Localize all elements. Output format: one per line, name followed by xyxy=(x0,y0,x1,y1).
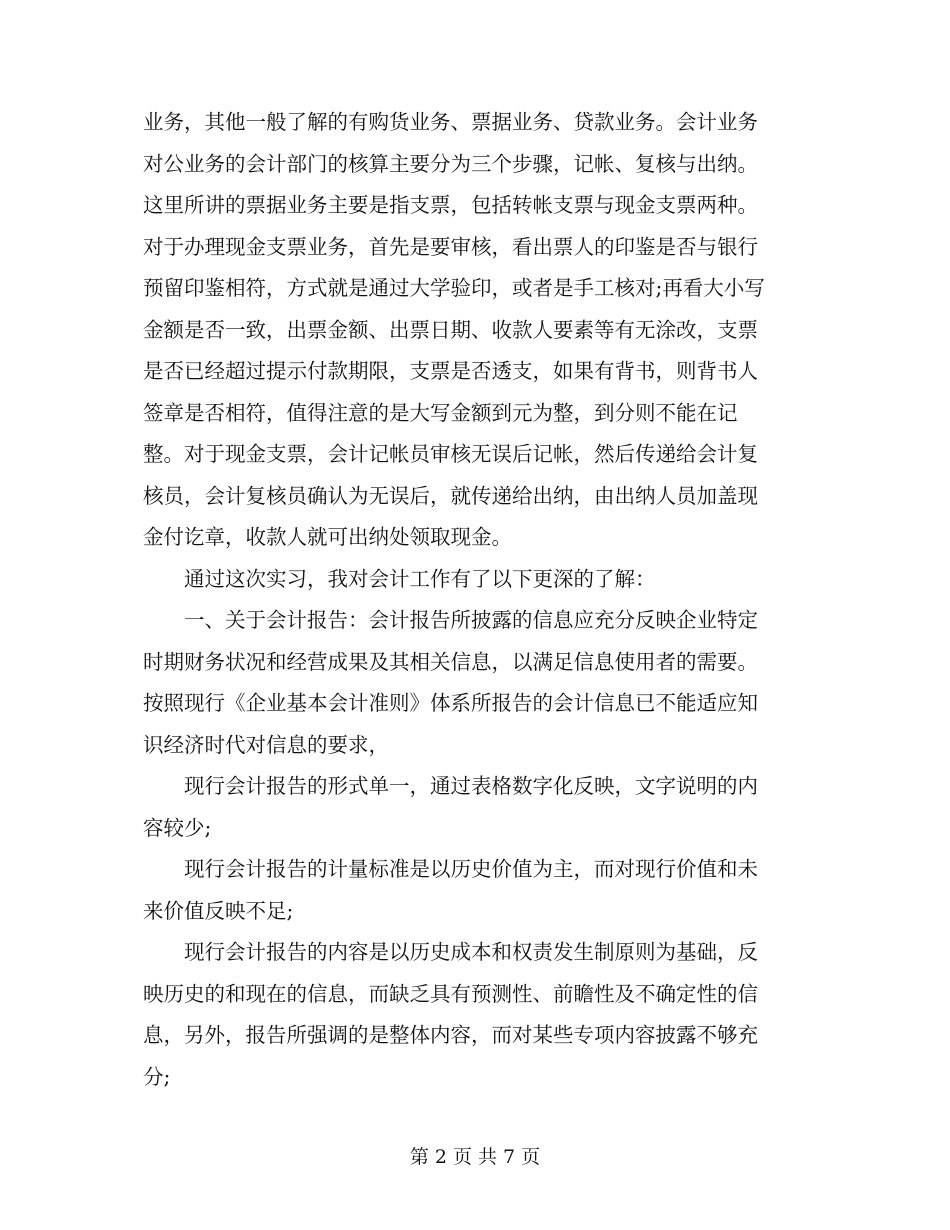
text-line: 整。对于现金支票，会计记帐员审核无误后记帐，然后传递给会计复 xyxy=(143,442,758,466)
text-line: 对公业务的会计部门的核算主要分为三个步骤，记帐、复核与出纳。 xyxy=(143,151,758,176)
paragraph-start-line: 现行会计报告的计量标准是以历史价值为主，而对现行价值和未 xyxy=(143,857,758,881)
text-line: 对于办理现金支票业务，首先是要审核，看出票人的印鉴是否与银行 xyxy=(143,234,758,259)
text-line: 识经济时代对信息的要求， xyxy=(143,732,389,757)
paragraph-start-line: 现行会计报告的形式单一，通过表格数字化反映，文字说明的内 xyxy=(143,774,758,798)
text-line: 容较少; xyxy=(143,815,212,840)
paragraph-start-line: 一、关于会计报告：会计报告所披露的信息应充分反映企业特定 xyxy=(143,608,758,632)
text-line: 核员，会计复核员确认为无误后，就传递给出纳，由出纳人员加盖现 xyxy=(143,483,758,508)
page-footer: 第 2 页 共 7 页 xyxy=(409,1146,541,1168)
paragraph-start-line: 通过这次实习，我对会计工作有了以下更深的了解： xyxy=(143,566,656,591)
paragraph-start-line: 现行会计报告的内容是以历史成本和权责发生制原则为基础，反 xyxy=(143,940,758,964)
text-line: 这里所讲的票据业务主要是指支票，包括转帐支票与现金支票两种。 xyxy=(143,193,758,217)
text-line: 金付讫章，收款人就可出纳处领取现金。 xyxy=(143,525,512,549)
text-line: 时期财务状况和经营成果及其相关信息，以满足信息使用者的需要。 xyxy=(143,649,758,674)
text-line: 分; xyxy=(143,1064,171,1089)
text-line: 来价值反映不足; xyxy=(143,898,294,923)
body-text xyxy=(143,102,803,1098)
text-line: 签章是否相符，值得注意的是大写金额到元为整，到分则不能在记 xyxy=(143,400,738,425)
text-line: 映历史的和现在的信息，而缺乏具有预测性、前瞻性及不确定性的信 xyxy=(143,981,758,1006)
text-line: 是否已经超过提示付款期限，支票是否透支，如果有背书，则背书人 xyxy=(143,359,758,383)
text-line: 息，另外，报告所强调的是整体内容，而对某些专项内容披露不够充 xyxy=(143,1023,758,1047)
text-line: 按照现行《企业基本会计准则》体系所报告的会计信息已不能适应知 xyxy=(143,691,758,715)
text-line: 业务，其他一般了解的有购货业务、票据业务、贷款业务。会计业务 xyxy=(143,110,758,134)
text-line: 预留印鉴相符，方式就是通过大学验印，或者是手工核对;再看大小写 xyxy=(143,276,765,300)
text-line: 金额是否一致，出票金额、出票日期、收款人要素等有无涂改，支票 xyxy=(143,317,758,342)
